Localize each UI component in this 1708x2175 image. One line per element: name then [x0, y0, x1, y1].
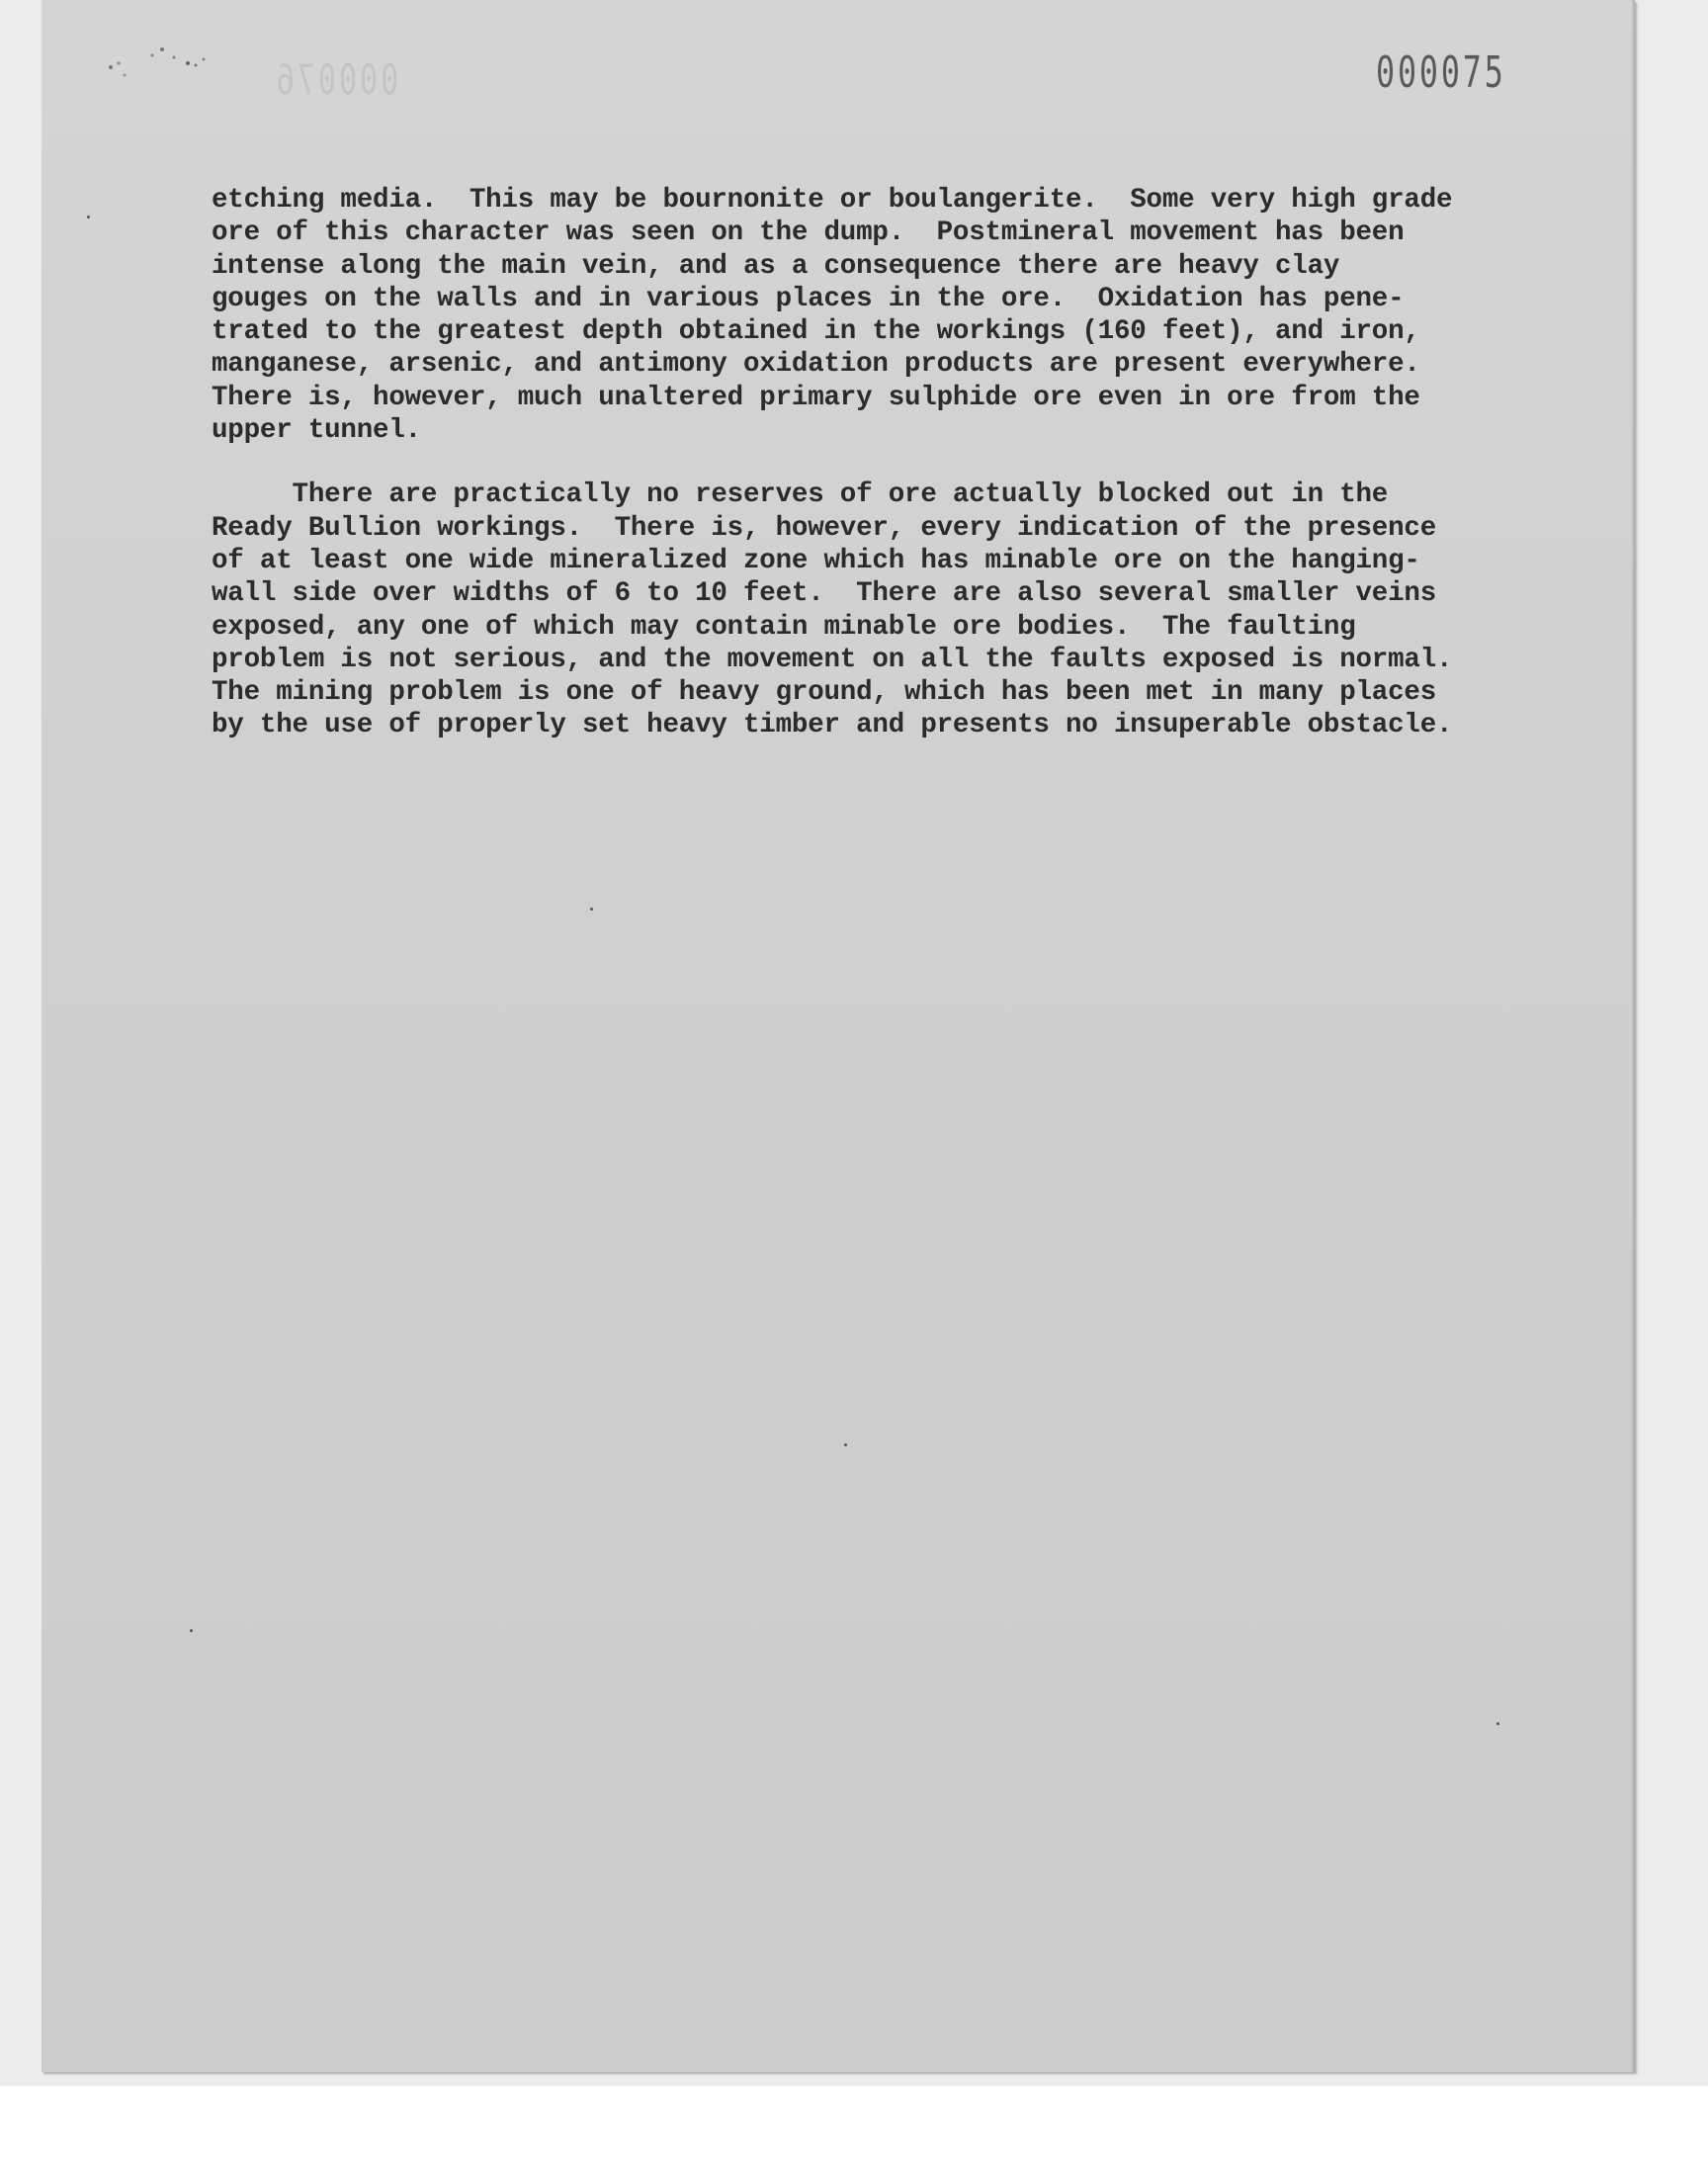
text-line: Ready Bullion workings. There is, however, every indication of the presence: [212, 512, 1437, 544]
paper-specks: [105, 36, 243, 95]
paper-speck: [1496, 1722, 1499, 1725]
text-line: wall side over widths of 6 to 10 feet. There are also several smaller veins: [212, 578, 1437, 610]
page-edge-shadow: [1631, 0, 1635, 2072]
text-line: upper tunnel.: [212, 415, 421, 447]
text-line: by the use of properly set heavy timber and presents no insuperable obstacle.: [212, 710, 1453, 741]
text-line: trated to the greatest depth obtained in the workings (160 feet), and iron,: [212, 316, 1420, 348]
text-line: of at least one wide mineralized zone which has minable ore on the hanging-: [212, 545, 1420, 576]
document-body: [212, 184, 1516, 742]
text-line: There are practically no reserves of ore actually blocked out in the: [212, 479, 1389, 511]
bleed-through-page-number: 000076: [273, 55, 399, 104]
paragraph: [212, 184, 1516, 447]
text-line: exposed, any one of which may contain minable ore bodies. The faulting: [212, 611, 1356, 643]
paper-speck: [844, 1443, 847, 1446]
text-line: The mining problem is one of heavy ground, which has been met in many places: [212, 677, 1437, 709]
text-line: gouges on the walls and in various places in the ore. Oxidation has pene-: [212, 283, 1405, 314]
text-line: ore of this character was seen on the dump. Postmineral movement has been: [212, 218, 1405, 249]
page-number: 000075: [1376, 47, 1506, 98]
paper-speck: [590, 908, 593, 911]
paragraph: [212, 478, 1516, 741]
text-line: problem is not serious, and the movement on all the faults exposed is normal.: [212, 644, 1453, 675]
text-line: intense along the main vein, and as a consequence there are heavy clay: [212, 250, 1340, 282]
text-line: There is, however, much unaltered primary sulphide ore even in ore from the: [212, 382, 1420, 413]
text-line: manganese, arsenic, and antimony oxidation products are present everywhere.: [212, 349, 1420, 381]
paper-speck: [190, 1629, 193, 1632]
text-line: etching media. This may be bournonite or boulangerite. Some very high grade: [212, 185, 1453, 216]
paper-speck: [87, 216, 90, 218]
